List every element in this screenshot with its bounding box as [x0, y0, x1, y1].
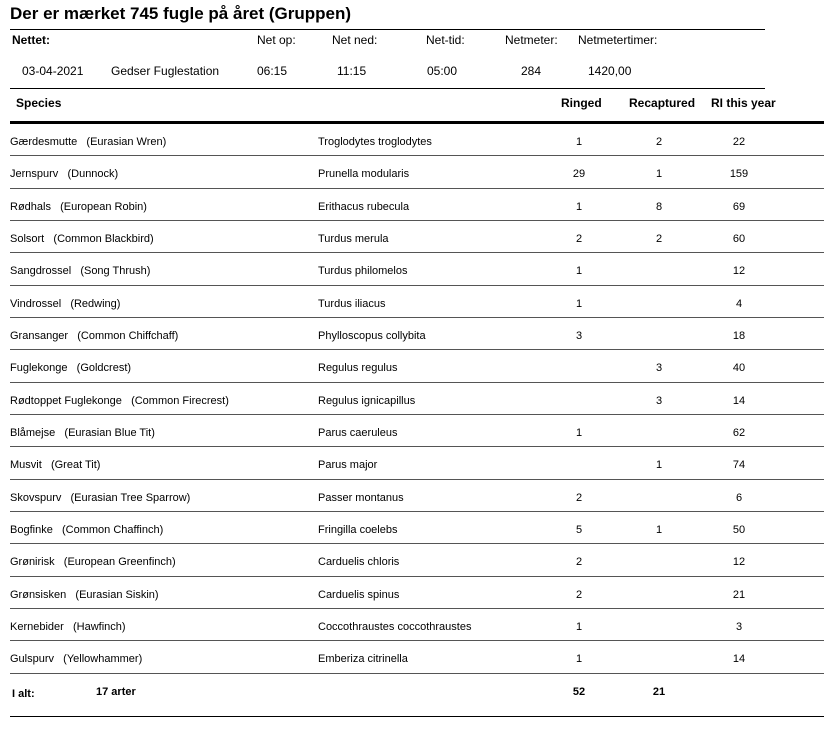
recaptured-count: 1 — [655, 523, 663, 536]
recaptured-count: 2 — [655, 232, 663, 245]
table-row — [0, 318, 834, 350]
col-species: Species — [16, 96, 62, 110]
recaptured-count: 8 — [655, 200, 663, 213]
species-name: Fuglekonge (Goldcrest) — [10, 362, 132, 375]
latin-name: Emberiza citrinella — [318, 653, 408, 666]
ri-this-year-count: 14 — [732, 394, 746, 407]
species-name: Skovspurv (Eurasian Tree Sparrow) — [10, 491, 191, 504]
net-ned-label: Net ned: — [332, 33, 378, 47]
table-row — [0, 189, 834, 221]
ringed-count: 5 — [575, 523, 583, 536]
ri-this-year-count: 4 — [735, 297, 743, 310]
recaptured-count: 3 — [655, 394, 663, 407]
table-row — [0, 544, 834, 576]
title-rule — [10, 29, 765, 30]
species-name: Gærdesmutte (Eurasian Wren) — [10, 136, 167, 148]
table-row — [0, 221, 834, 253]
species-name: Vindrossel (Redwing) — [10, 297, 121, 310]
table-row — [0, 609, 834, 641]
ringed-count: 2 — [575, 556, 583, 569]
species-name: Grønsisken (Eurasian Siskin) — [10, 588, 159, 601]
latin-name: Turdus merula — [318, 232, 389, 245]
total-label: I alt: — [12, 688, 35, 700]
species-name: Solsort (Common Blackbird) — [10, 232, 154, 245]
net-label: Nettet: — [12, 33, 50, 47]
table-row — [0, 480, 834, 512]
net-op-label: Net op: — [257, 33, 296, 47]
species-name: Gulspurv (Yellowhammer) — [10, 653, 143, 666]
latin-name: Phylloscopus collybita — [318, 329, 426, 342]
ri-this-year-count: 74 — [732, 459, 746, 472]
latin-name: Turdus philomelos — [318, 265, 408, 278]
species-name: Jernspurv (Dunnock) — [10, 168, 119, 181]
total-recaptured: 21 — [652, 686, 666, 698]
table-row — [0, 350, 834, 382]
total-species-count: 17 arter — [96, 686, 136, 698]
species-name: Musvit (Great Tit) — [10, 459, 101, 472]
table-row — [0, 286, 834, 318]
ri-this-year-count: 159 — [729, 168, 749, 181]
net-ned-value: 11:15 — [337, 64, 367, 78]
net-tid-label: Net-tid: — [426, 33, 465, 47]
netmeter-value: 284 — [521, 64, 542, 78]
latin-name: Carduelis spinus — [318, 588, 400, 601]
ringed-count: 2 — [575, 491, 583, 504]
ringed-count: 1 — [575, 136, 583, 148]
col-recaptured: Recaptured — [629, 96, 696, 110]
table-row — [0, 156, 834, 188]
latin-name: Passer montanus — [318, 491, 404, 504]
species-name: Grønirisk (European Greenfinch) — [10, 556, 176, 569]
species-name: Bogfinke (Common Chaffinch) — [10, 523, 164, 536]
ringed-count: 1 — [575, 653, 583, 666]
table-row — [0, 512, 834, 544]
table-row — [0, 383, 834, 415]
ri-this-year-count: 12 — [732, 265, 746, 278]
species-name: Blåmejse (Eurasian Blue Tit) — [10, 426, 155, 439]
net-date: 03-04-2021 — [22, 64, 84, 78]
ri-this-year-count: 21 — [732, 588, 746, 601]
table-row — [0, 577, 834, 609]
latin-name: Regulus ignicapillus — [318, 394, 416, 407]
ringed-count: 29 — [572, 168, 586, 181]
ringed-count: 1 — [575, 426, 583, 439]
latin-name: Carduelis chloris — [318, 556, 400, 569]
species-name: Gransanger (Common Chiffchaff) — [10, 329, 179, 342]
latin-name: Coccothraustes coccothraustes — [318, 620, 472, 633]
ri-this-year-count: 6 — [735, 491, 743, 504]
netmeter-label: Netmeter: — [505, 33, 558, 47]
recaptured-count: 1 — [655, 168, 663, 181]
species-name: Rødhals (European Robin) — [10, 200, 147, 213]
recaptured-count: 3 — [655, 362, 663, 375]
ri-this-year-count: 18 — [732, 329, 746, 342]
latin-name: Regulus regulus — [318, 362, 398, 375]
table-row — [0, 415, 834, 447]
net-rule — [10, 88, 765, 89]
ri-this-year-count: 12 — [732, 556, 746, 569]
species-name: Kernebider (Hawfinch) — [10, 620, 126, 633]
latin-name: Fringilla coelebs — [318, 523, 398, 536]
netmetertimer-label: Netmetertimer: — [578, 33, 658, 47]
species-name: Rødtoppet Fuglekonge (Common Firecrest) — [10, 394, 229, 407]
ri-this-year-count: 60 — [732, 232, 746, 245]
ringed-count: 1 — [575, 200, 583, 213]
net-op-value: 06:15 — [257, 64, 288, 78]
ringed-count: 2 — [575, 588, 583, 601]
latin-name: Turdus iliacus — [318, 297, 386, 310]
row-divider — [10, 673, 824, 674]
ri-this-year-count: 22 — [732, 136, 746, 148]
ringed-count: 3 — [575, 329, 583, 342]
table-row — [0, 641, 834, 673]
latin-name: Parus major — [318, 459, 378, 472]
col-ringed: Ringed — [561, 96, 602, 110]
latin-name: Erithacus rubecula — [318, 200, 410, 213]
total-ringed: 52 — [572, 686, 586, 698]
ringed-count: 1 — [575, 265, 583, 278]
recaptured-count: 2 — [655, 136, 663, 148]
ri-this-year-count: 69 — [732, 200, 746, 213]
table-row — [0, 447, 834, 479]
footer-rule — [10, 716, 824, 717]
report-title: Der er mærket 745 fugle på året (Gruppen) — [10, 4, 352, 23]
recaptured-count: 1 — [655, 459, 663, 472]
latin-name: Parus caeruleus — [318, 426, 398, 439]
ringed-count: 1 — [575, 620, 583, 633]
latin-name: Prunella modularis — [318, 168, 410, 181]
ringed-count: 1 — [575, 297, 583, 310]
ri-this-year-count: 62 — [732, 426, 746, 439]
net-station: Gedser Fuglestation — [111, 64, 220, 78]
col-ri-this-year: RI this year — [711, 96, 776, 110]
ringed-count: 2 — [575, 232, 583, 245]
table-row — [0, 124, 834, 156]
species-name: Sangdrossel (Song Thrush) — [10, 265, 151, 278]
net-tid-value: 05:00 — [427, 64, 458, 78]
ri-this-year-count: 14 — [732, 653, 746, 666]
latin-name: Troglodytes troglodytes — [318, 136, 432, 148]
table-row — [0, 253, 834, 285]
ri-this-year-count: 40 — [732, 362, 746, 375]
netmetertimer-value: 1420,00 — [588, 64, 632, 78]
ri-this-year-count: 50 — [732, 523, 746, 536]
ri-this-year-count: 3 — [735, 620, 743, 633]
